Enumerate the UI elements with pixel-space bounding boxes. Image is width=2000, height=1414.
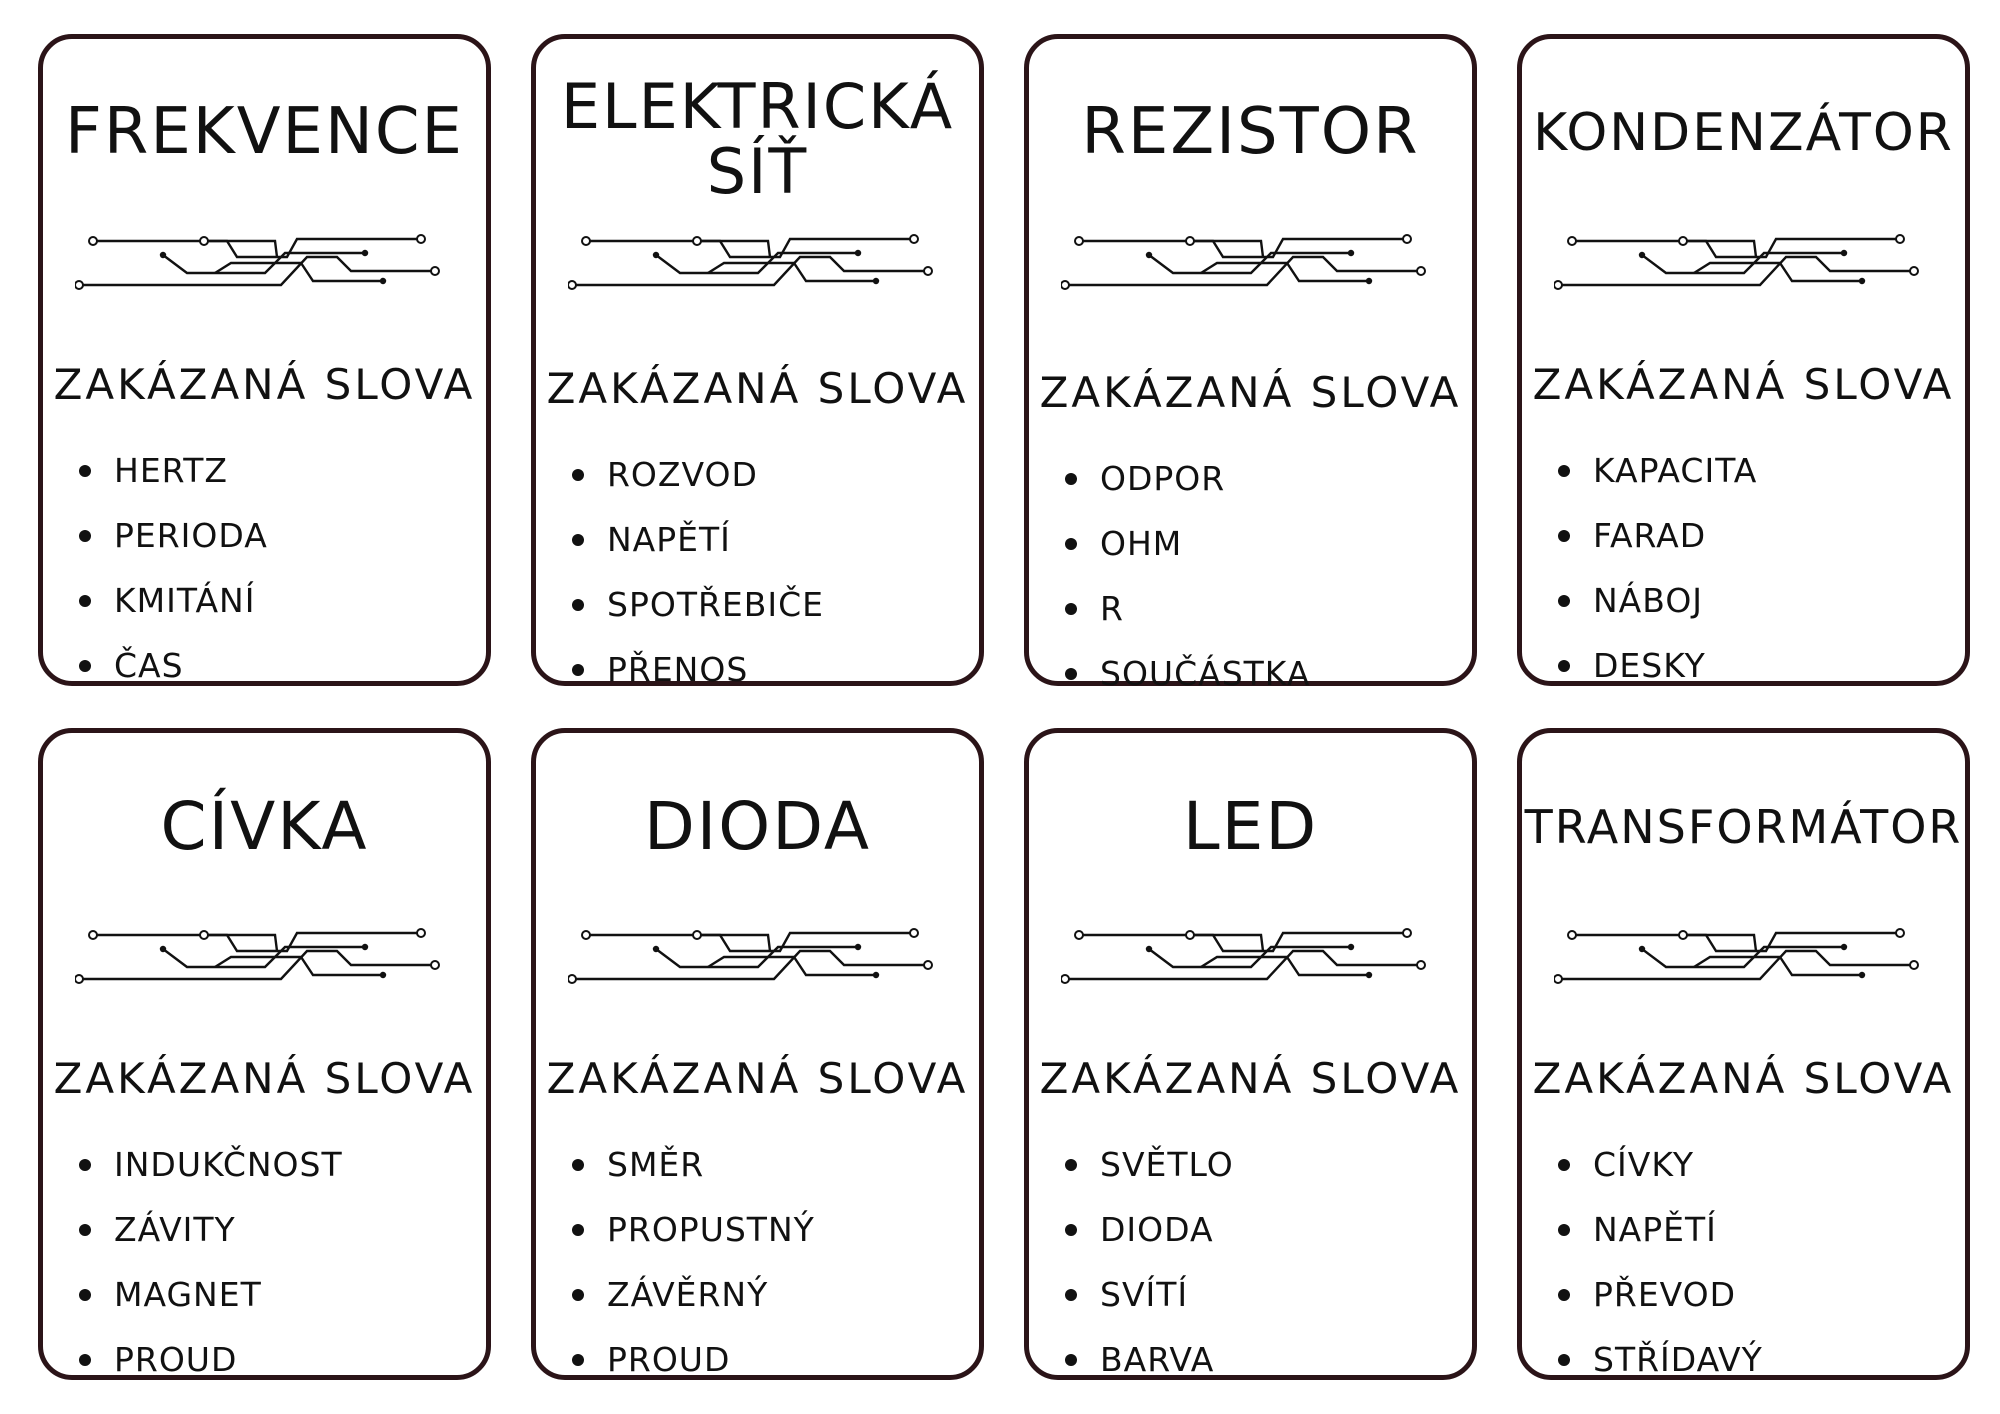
game-card bbox=[1024, 34, 1477, 693]
card-title bbox=[1522, 87, 1965, 179]
game-card bbox=[531, 728, 984, 1380]
list-item bbox=[1065, 641, 1310, 706]
list-item bbox=[572, 507, 824, 572]
card-title-line: ELEKTRICKÁ bbox=[560, 69, 955, 143]
circuit-traces-icon bbox=[75, 229, 455, 319]
list-item bbox=[1065, 576, 1310, 641]
list-item bbox=[572, 637, 824, 702]
card-title-line: DIODA bbox=[643, 788, 872, 866]
list-item bbox=[1558, 1327, 1763, 1392]
forbidden-words-heading: ZAKÁZANÁ SLOVA bbox=[1532, 360, 1955, 409]
forbidden-word: DIODA bbox=[1100, 1209, 1214, 1249]
forbidden-word: ODPOR bbox=[1100, 458, 1226, 498]
card-title-line: SÍŤ bbox=[706, 135, 809, 208]
card-title bbox=[43, 781, 486, 873]
forbidden-words-list bbox=[79, 1132, 343, 1392]
card-title-line: CÍVKA bbox=[160, 788, 369, 866]
bullet-dot-icon bbox=[1065, 1224, 1077, 1236]
bullet-dot-icon bbox=[1065, 473, 1077, 485]
forbidden-word: HERTZ bbox=[114, 450, 228, 490]
game-card bbox=[1517, 34, 1970, 686]
bullet-dot-icon bbox=[79, 530, 91, 542]
bullet-dot-icon bbox=[79, 595, 91, 607]
forbidden-word: DESKY bbox=[1593, 645, 1706, 685]
bullet-dot-icon bbox=[572, 1159, 584, 1171]
list-item bbox=[572, 1262, 815, 1327]
bullet-dot-icon bbox=[1065, 1354, 1077, 1366]
bullet-dot-icon bbox=[1558, 465, 1570, 477]
card-title-line: KONDENZÁTOR bbox=[1533, 102, 1954, 163]
list-item bbox=[1558, 503, 1757, 568]
forbidden-word: PŘENOS bbox=[607, 649, 749, 689]
list-item bbox=[1065, 1197, 1234, 1262]
forbidden-word: KAPACITA bbox=[1593, 450, 1758, 490]
forbidden-word: PROPUSTNÝ bbox=[607, 1209, 815, 1249]
card-title-line: LED bbox=[1182, 788, 1319, 866]
bullet-dot-icon bbox=[79, 1159, 91, 1171]
forbidden-word: KMITÁNÍ bbox=[114, 580, 256, 620]
forbidden-words-list bbox=[572, 442, 824, 702]
card-title bbox=[536, 781, 979, 873]
game-card bbox=[1517, 728, 1970, 1380]
card-title bbox=[43, 87, 486, 179]
bullet-dot-icon bbox=[572, 1224, 584, 1236]
forbidden-word: OHM bbox=[1100, 523, 1183, 563]
forbidden-words-list bbox=[1558, 438, 1757, 698]
bullet-dot-icon bbox=[572, 664, 584, 676]
forbidden-words-heading: ZAKÁZANÁ SLOVA bbox=[546, 1054, 969, 1103]
forbidden-word: PERIODA bbox=[114, 515, 268, 555]
list-item bbox=[572, 1132, 815, 1197]
forbidden-words-heading: ZAKÁZANÁ SLOVA bbox=[1039, 368, 1462, 417]
bullet-dot-icon bbox=[79, 465, 91, 477]
circuit-traces-icon bbox=[568, 923, 948, 1013]
forbidden-word: NAPĚTÍ bbox=[607, 519, 731, 559]
card-title bbox=[536, 69, 979, 209]
forbidden-word: SMĚR bbox=[607, 1144, 705, 1184]
bullet-dot-icon bbox=[1558, 1159, 1570, 1171]
list-item bbox=[1065, 1262, 1234, 1327]
bullet-dot-icon bbox=[1065, 668, 1077, 680]
bullet-dot-icon bbox=[572, 599, 584, 611]
forbidden-word: STŘÍDAVÝ bbox=[1593, 1339, 1763, 1379]
bullet-dot-icon bbox=[572, 469, 584, 481]
bullet-dot-icon bbox=[1558, 660, 1570, 672]
circuit-traces-icon bbox=[75, 923, 455, 1013]
forbidden-word: PROUD bbox=[607, 1339, 731, 1379]
list-item bbox=[1558, 568, 1757, 633]
list-item bbox=[1558, 1197, 1763, 1262]
list-item bbox=[1065, 446, 1310, 511]
card-title-line: TRANSFORMÁTOR bbox=[1524, 799, 1963, 854]
circuit-traces-icon bbox=[1061, 229, 1441, 319]
forbidden-words-list bbox=[79, 438, 268, 698]
game-card bbox=[1024, 728, 1477, 1380]
forbidden-words-list bbox=[1065, 446, 1310, 706]
circuit-traces-icon bbox=[1061, 923, 1441, 1013]
circuit-traces-icon bbox=[1554, 229, 1934, 319]
list-item bbox=[79, 1262, 343, 1327]
forbidden-word: CÍVKY bbox=[1593, 1144, 1694, 1184]
bullet-dot-icon bbox=[1558, 1354, 1570, 1366]
forbidden-word: SVÍTÍ bbox=[1100, 1274, 1189, 1314]
forbidden-word: PŘEVOD bbox=[1593, 1274, 1737, 1314]
bullet-dot-icon bbox=[1065, 538, 1077, 550]
bullet-dot-icon bbox=[79, 1224, 91, 1236]
list-item bbox=[79, 503, 268, 568]
circuit-traces-icon bbox=[1554, 923, 1934, 1013]
forbidden-words-list bbox=[1065, 1132, 1234, 1392]
list-item bbox=[1065, 1132, 1234, 1197]
bullet-dot-icon bbox=[1065, 1289, 1077, 1301]
forbidden-word: SOUČÁSTKA bbox=[1100, 653, 1311, 693]
bullet-dot-icon bbox=[572, 534, 584, 546]
list-item bbox=[1065, 1327, 1234, 1392]
circuit-traces-icon bbox=[568, 229, 948, 319]
list-item bbox=[1065, 511, 1310, 576]
forbidden-words-list bbox=[1558, 1132, 1763, 1392]
game-card bbox=[38, 34, 491, 686]
bullet-dot-icon bbox=[1558, 530, 1570, 542]
bullet-dot-icon bbox=[79, 1289, 91, 1301]
forbidden-word: ZÁVITY bbox=[114, 1209, 236, 1249]
forbidden-words-heading: ZAKÁZANÁ SLOVA bbox=[53, 360, 476, 409]
bullet-dot-icon bbox=[79, 660, 91, 672]
bullet-dot-icon bbox=[572, 1354, 584, 1366]
list-item bbox=[79, 1327, 343, 1392]
forbidden-word: BARVA bbox=[1100, 1339, 1215, 1379]
forbidden-word: R bbox=[1100, 588, 1124, 628]
card-title-line: FREKVENCE bbox=[65, 95, 464, 170]
list-item bbox=[79, 633, 268, 698]
game-card bbox=[38, 728, 491, 1380]
bullet-dot-icon bbox=[1558, 595, 1570, 607]
forbidden-word: NÁBOJ bbox=[1593, 580, 1704, 620]
forbidden-word: INDUKČNOST bbox=[114, 1144, 343, 1184]
bullet-dot-icon bbox=[572, 1289, 584, 1301]
list-item bbox=[572, 572, 824, 637]
card-title bbox=[1029, 781, 1472, 873]
list-item bbox=[79, 438, 268, 503]
bullet-dot-icon bbox=[1558, 1289, 1570, 1301]
forbidden-word: SVĚTLO bbox=[1100, 1144, 1234, 1184]
list-item bbox=[79, 1132, 343, 1197]
list-item bbox=[572, 1197, 815, 1262]
forbidden-word: ZÁVĚRNÝ bbox=[607, 1274, 769, 1314]
list-item bbox=[572, 1327, 815, 1392]
forbidden-word: NAPĚTÍ bbox=[1593, 1209, 1717, 1249]
forbidden-words-heading: ZAKÁZANÁ SLOVA bbox=[1532, 1054, 1955, 1103]
list-item bbox=[1558, 1132, 1763, 1197]
forbidden-word: PROUD bbox=[114, 1339, 238, 1379]
bullet-dot-icon bbox=[1065, 1159, 1077, 1171]
forbidden-word: SPOTŘEBIČE bbox=[607, 584, 825, 624]
list-item bbox=[572, 442, 824, 507]
game-card bbox=[531, 34, 984, 689]
list-item bbox=[1558, 633, 1757, 698]
forbidden-word: ROZVOD bbox=[607, 454, 758, 494]
forbidden-words-heading: ZAKÁZANÁ SLOVA bbox=[53, 1054, 476, 1103]
list-item bbox=[1558, 1262, 1763, 1327]
bullet-dot-icon bbox=[1558, 1224, 1570, 1236]
forbidden-word: ČAS bbox=[114, 645, 184, 685]
forbidden-words-heading: ZAKÁZANÁ SLOVA bbox=[1039, 1054, 1462, 1103]
forbidden-word: FARAD bbox=[1593, 515, 1707, 555]
list-item bbox=[79, 1197, 343, 1262]
card-title bbox=[1029, 87, 1472, 179]
list-item bbox=[79, 568, 268, 633]
forbidden-word: MAGNET bbox=[114, 1274, 262, 1314]
card-title bbox=[1522, 781, 1965, 873]
bullet-dot-icon bbox=[79, 1354, 91, 1366]
forbidden-words-list bbox=[572, 1132, 815, 1392]
card-title-line: REZISTOR bbox=[1081, 95, 1420, 170]
list-item bbox=[1558, 438, 1757, 503]
bullet-dot-icon bbox=[1065, 603, 1077, 615]
forbidden-words-heading: ZAKÁZANÁ SLOVA bbox=[546, 364, 969, 413]
